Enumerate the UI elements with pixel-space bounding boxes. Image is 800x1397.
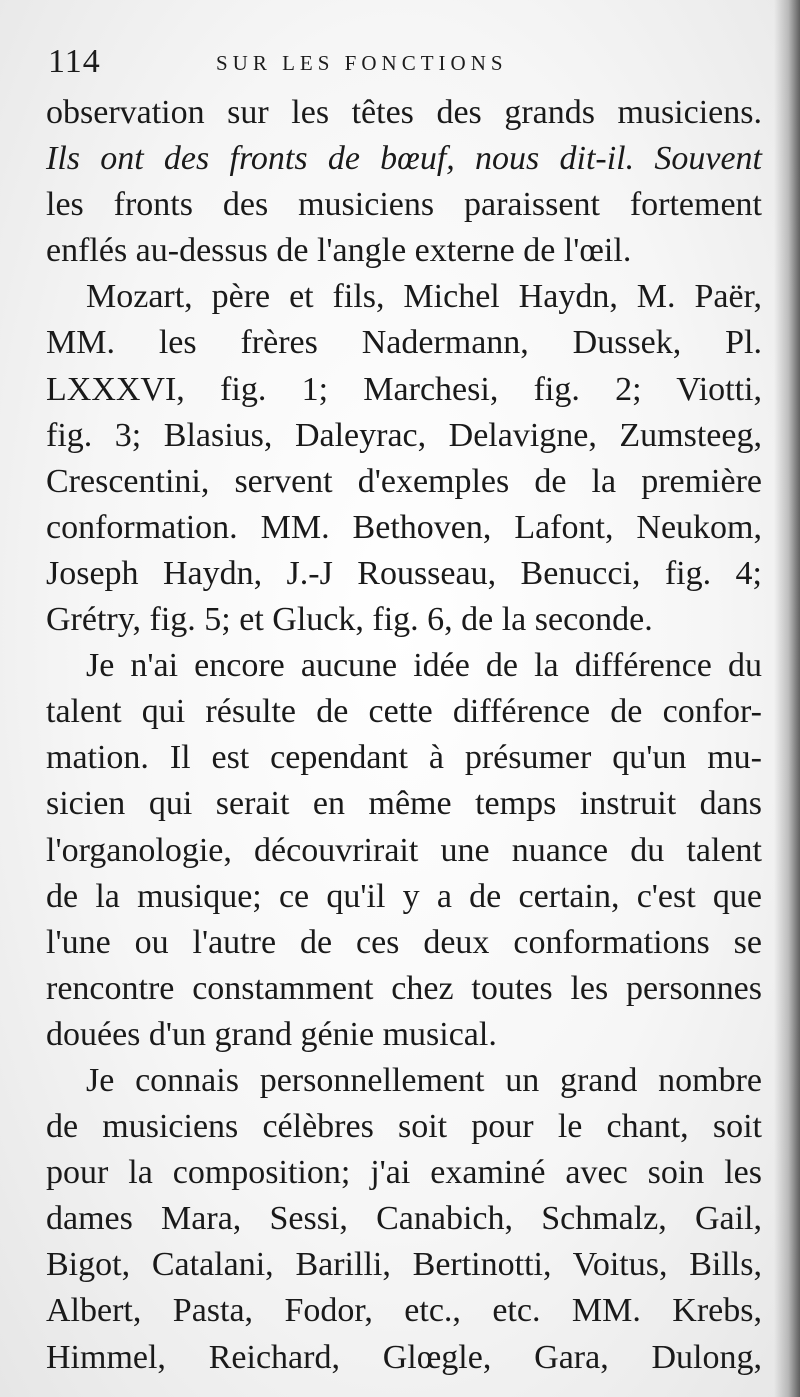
text-line: Grétry, fig. 5; et Gluck, fig. 6, de la seconde. [46, 601, 653, 639]
text-line: conformation. MM. Bethoven, Lafont, Neukom, [46, 508, 762, 546]
text-line [46, 136, 762, 182]
text-line: Je connais personnellement un grand nombre [86, 1061, 762, 1099]
page-number: 114 [48, 43, 101, 80]
text-line: l'une ou l'autre de ces deux conformations se [46, 923, 762, 961]
text-line: les fronts des musiciens paraissent fortement [46, 186, 762, 224]
paragraph [46, 643, 762, 1058]
text-line: dames Mara, Sessi, Canabich, Schmalz, Gail, [46, 1200, 762, 1238]
text-line: fig. 3; Blasius, Daleyrac, Delavigne, Zumsteeg, [46, 416, 762, 454]
text-line: Joseph Haydn, J.-J Rousseau, Benucci, fig. 4; [46, 554, 762, 592]
text-line: Mozart, père et fils, Michel Haydn, M. Paër, [86, 278, 762, 316]
text-line: LXXXVI, fig. 1; Marchesi, fig. 2; Viotti, [46, 370, 762, 408]
text-line: Crescentini, servent d'exemples de la première [46, 462, 762, 500]
running-head: SUR LES FONCTIONS [216, 51, 508, 75]
text-line: mation. Il est cependant à présumer qu'un mu- [46, 739, 762, 777]
text-line: enflés au-dessus de l'angle externe de l'œil. [46, 232, 632, 270]
text-line: sicien qui serait en même temps instruit dans [46, 785, 762, 823]
text-line: Himmel, Reichard, Glœgle, Gara, Dulong, [46, 1338, 762, 1376]
paragraph [46, 1058, 762, 1381]
body-text [46, 90, 762, 1381]
paragraph [46, 274, 762, 643]
text-line: Je n'ai encore aucune idée de la différence du [86, 647, 762, 685]
text-line: douées d'un grand génie musical. [46, 1015, 497, 1053]
text-line: MM. les frères Nadermann, Dussek, Pl. [46, 324, 762, 362]
italic-quote-line: Ils ont des fronts de bœuf, nous dit-il. Souvent [46, 140, 762, 178]
text-line: l'organologie, découvrirait une nuance du talent [46, 831, 762, 869]
page-header [48, 40, 760, 84]
text-line: Albert, Pasta, Fodor, etc., etc. MM. Krebs, [46, 1292, 762, 1330]
text-line: rencontre constamment chez toutes les personnes [46, 969, 762, 1007]
page-edge-shadow [774, 0, 800, 1397]
text-line: de musiciens célèbres soit pour le chant, soit [46, 1108, 762, 1146]
text-line: observation sur les têtes des grands musiciens. [46, 94, 762, 131]
paragraph [46, 90, 762, 274]
text-line: Bigot, Catalani, Barilli, Bertinotti, Voitus, Bills, [46, 1246, 762, 1284]
text-line: pour la composition; j'ai examiné avec soin les [46, 1154, 762, 1192]
text-line: talent qui résulte de cette différence de confor- [46, 693, 762, 731]
text-line: de la musique; ce qu'il y a de certain, c'est que [46, 877, 762, 915]
